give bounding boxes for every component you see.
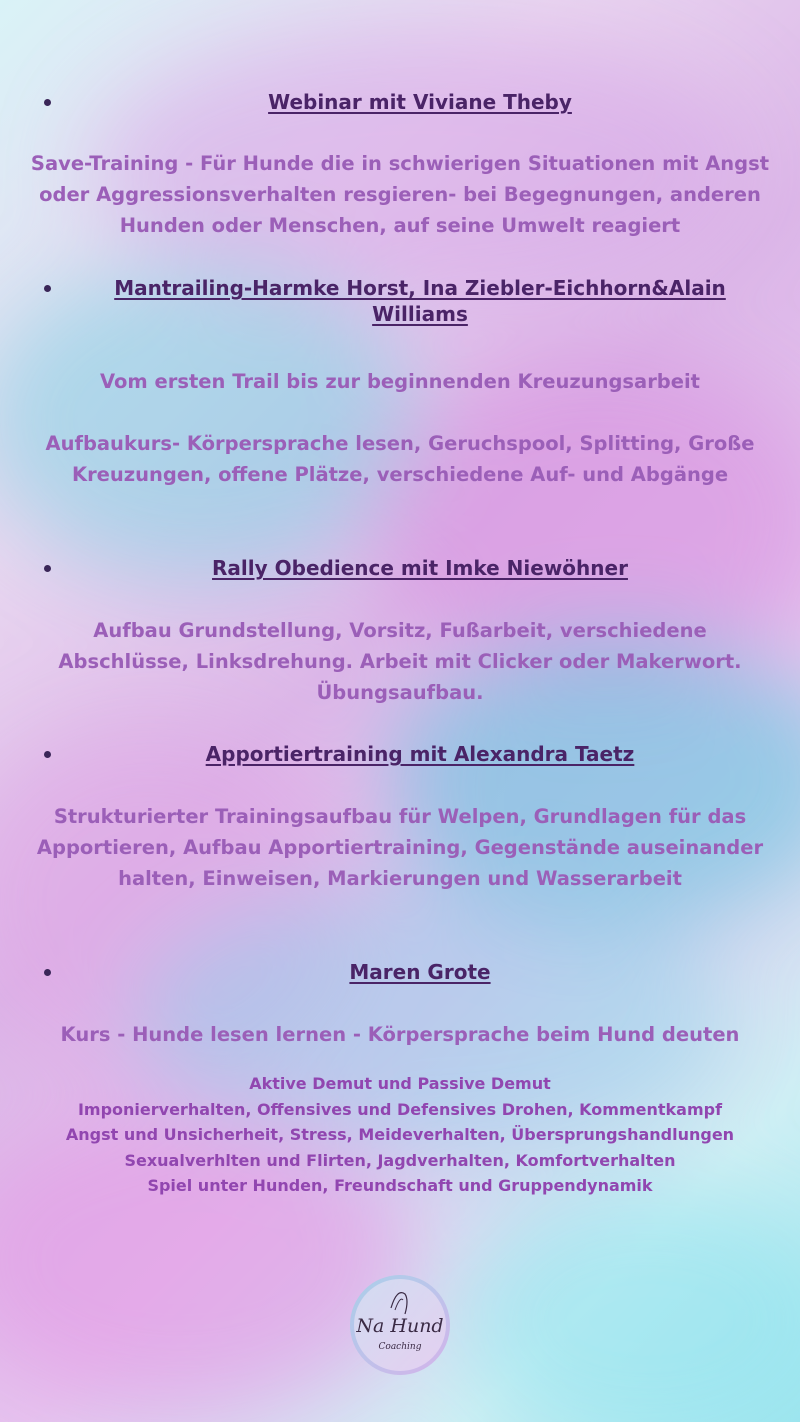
bullet: [44, 285, 51, 292]
section-description: Kurs - Hunde lesen lernen - Körpersprache beim Hund deuten: [60, 1023, 740, 1046]
topic-list: [20, 1071, 780, 1199]
bullet: [44, 565, 51, 572]
topic-item: Spiel unter Hunden, Freundschaft und Gruppendynamik: [147, 1176, 653, 1195]
bullet: [44, 969, 51, 976]
section-description: Strukturierter Trainingsaufbau für Welpen, Grundlagen für das Apportieren, Aufbau Apportiertraining, Gegenstände auseinander halten, Einweisen, Markierungen und Wasserarbeit: [36, 805, 764, 890]
section-description: Aufbaukurs- Körpersprache lesen, Geruchspool, Splitting, Große Kreuzungen, offene Plätze, verschiedene Auf- und Abgänge: [45, 432, 755, 486]
topic-item: Aktive Demut und Passive Demut: [249, 1074, 551, 1093]
bullet: [44, 99, 51, 106]
section-heading: Webinar mit Viviane Theby: [268, 90, 572, 114]
logo-text: Na Hund: [356, 1315, 444, 1337]
section-description: Vom ersten Trail bis zur beginnenden Kreuzungsarbeit: [100, 370, 700, 393]
bullet: [44, 751, 51, 758]
section-heading: Mantrailing-Harmke Horst, Ina Ziebler-Eichhorn&Alain Williams: [114, 276, 726, 326]
brand-logo: [345, 1270, 455, 1380]
section-heading: Apportiertraining mit Alexandra Taetz: [205, 742, 635, 766]
section-description: Save-Training - Für Hunde die in schwierigen Situationen mit Angst oder Aggressionsverhalten resgieren- bei Begegnungen, anderen Hunden oder Menschen, auf seine Umwelt reagiert: [30, 152, 770, 237]
section-heading: Rally Obedience mit Imke Niewöhner: [212, 556, 628, 580]
logo-subtext: Coaching: [378, 1342, 422, 1352]
topic-item: Sexualverhlten und Flirten, Jagdverhalten, Komfortverhalten: [124, 1150, 676, 1170]
topic-item: Imponierverhalten, Offensives und Defensives Drohen, Kommentkampf: [77, 1099, 723, 1119]
section-description: Aufbau Grundstellung, Vorsitz, Fußarbeit, verschiedene Abschlüsse, Linksdrehung. Arbeit mit Clicker oder Makerwort. Übungsaufbau.: [58, 619, 742, 704]
topic-item: Angst und Unsicherheit, Stress, Meideverhalten, Übersprungshandlungen: [65, 1125, 735, 1144]
section-heading: Maren Grote: [349, 960, 491, 984]
